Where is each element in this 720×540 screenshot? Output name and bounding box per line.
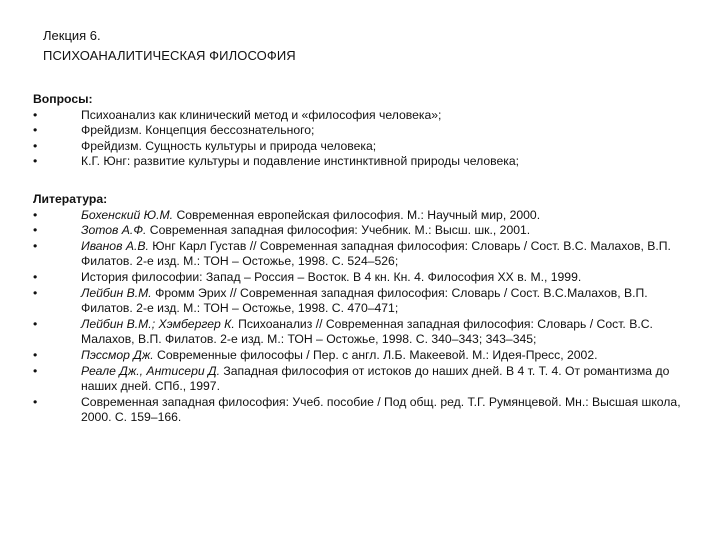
literature-author: Лейбин В.М.; Хэмбергер К. [81,316,235,331]
literature-text: Фромм Эрих // Современная западная философия: Словарь / Сост. В.С.Малахов, В.П. Филатов. 2-е изд. М.: ТОН – Остожье, 1998. С. 470–471; [81,285,648,316]
bullet-icon: • [33,223,38,238]
literature-section [33,192,693,426]
bullet-icon: • [33,107,38,122]
questions-section [33,92,693,170]
literature-item [33,208,693,224]
literature-heading: Литература: [33,192,108,206]
literature-author: Реале Дж., Антисери Д. [81,363,220,378]
question-text: Фрейдизм. Концепция бессознательного; [81,123,315,138]
question-text: Фрейдизм. Сущность культуры и природа человека; [81,138,377,153]
bullet-icon: • [33,138,38,153]
literature-author: Пэссмор Дж. [81,347,154,362]
slide-header [43,26,296,66]
bullet-icon: • [33,363,38,378]
literature-list [33,208,693,426]
literature-author: Лейбин В.М. [81,285,152,300]
literature-author: Иванов А.В. [81,238,149,253]
literature-item [33,223,693,239]
literature-text: Современная европейская философия. М.: Научный мир, 2000. [173,207,541,222]
bullet-icon: • [33,154,38,169]
literature-item [33,239,693,270]
literature-text: История философии: Запад – Россия – Восток. В 4 кн. Кн. 4. Философия XX в. М., 1999. [81,269,582,284]
question-item [33,154,693,170]
lecture-title: ПСИХОАНАЛИТИЧЕСКАЯ ФИЛОСОФИЯ [43,48,296,63]
question-item [33,108,693,124]
question-text: К.Г. Юнг: развитие культуры и подавление инстинктивной природы человека; [81,154,520,169]
question-text: Психоанализ как клинический метод и «философия человека»; [81,107,442,122]
lecture-number: Лекция 6. [43,28,101,43]
questions-list [33,108,693,170]
literature-text: Психоанализ // Современная западная философия: Словарь / Сост. В.С. Малахов, В.П. Филатов. 2-е изд. М.: ТОН – Остожье, 1998. С. 340–343; 343–345; [81,316,653,347]
bullet-icon: • [33,394,38,409]
literature-item [33,348,693,364]
question-item [33,123,693,139]
literature-item [33,270,693,286]
question-item [33,139,693,155]
literature-item [33,395,693,426]
bullet-icon: • [33,316,38,331]
bullet-icon: • [33,238,38,253]
literature-text: Западная философия от истоков до наших дней. В 4 т. Т. 4. От романтизма до наших дней. СПб., 1997. [81,363,670,394]
literature-text: Современная западная философия: Учеб. пособие / Под общ. ред. Т.Г. Румянцевой. Мн.: Высшая школа, 2000. С. 159–166. [81,394,681,425]
bullet-icon: • [33,207,38,222]
literature-item [33,317,693,348]
literature-text: Современные философы / Пер. с англ. Л.Б. Макеевой. М.: Идея-Пресс, 2002. [153,347,598,362]
bullet-icon: • [33,269,38,284]
bullet-icon: • [33,285,38,300]
literature-author: Зотов А.Ф. [81,223,147,238]
literature-item [33,364,693,395]
bullet-icon: • [33,123,38,138]
questions-heading: Вопросы: [33,92,93,106]
literature-item [33,286,693,317]
literature-text: Юнг Карл Густав // Современная западная философия: Словарь / Сост. В.С. Малахов, В.П. Филатов. 2-е изд. М.: ТОН – Остожье, 1998. С. 524–526; [81,238,671,269]
bullet-icon: • [33,347,38,362]
literature-text: Современная западная философия: Учебник. М.: Высш. шк., 2001. [146,223,531,238]
literature-author: Бохенский Ю.М. [81,207,174,222]
